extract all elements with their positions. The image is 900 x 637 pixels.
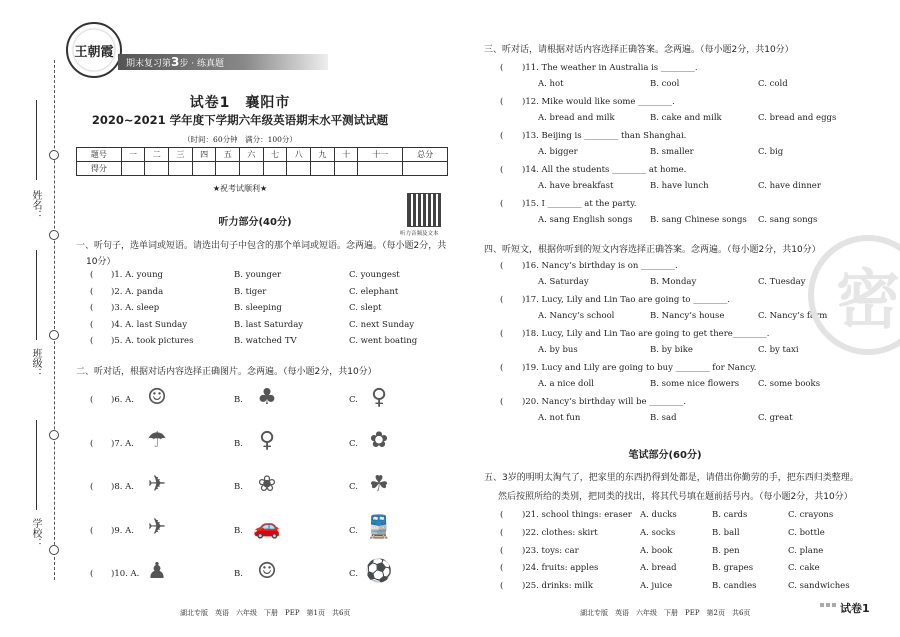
option-a: A. a nice doll [538, 379, 594, 389]
answer-paren[interactable]: ( [90, 482, 94, 492]
answer-paren[interactable]: ( [500, 165, 504, 175]
question-text: )19. Lucy and Lily are going to buy ________ for Nancy. [522, 363, 757, 373]
question-option-a: )2. A. panda [111, 286, 164, 297]
school-underline [36, 420, 37, 510]
question-option-a: )6. A. [111, 395, 134, 405]
question-option-b: B. tiger [234, 286, 267, 297]
question-option-a: )10. A. [111, 569, 140, 579]
question-option-c: C. elephant [349, 286, 399, 297]
answer-paren[interactable]: ( [90, 303, 94, 313]
option-a: A. not fun [538, 413, 581, 423]
score-table-header-cell: 八 [287, 148, 311, 162]
binding-hole [49, 545, 59, 555]
flower-drawing-icon[interactable]: ❀ [257, 471, 277, 497]
option-c: C. bread and eggs [758, 113, 837, 123]
class-label: 班级： [30, 348, 41, 378]
binding-hole [49, 330, 59, 340]
option-c: C. plane [788, 545, 824, 556]
question-text: )21. school things: eraser [522, 510, 632, 520]
question-text: )18. Lucy, Lily and Lin Tao are going to get there________. [522, 329, 770, 339]
option-b: B. smaller [650, 147, 694, 157]
binding-hole [49, 230, 59, 240]
answer-paren[interactable]: ( [500, 581, 504, 592]
question-text: )17. Lucy, Lily and Lin Tao are going to ________. [522, 295, 730, 305]
kids-drawing-icon[interactable]: ☺ [257, 558, 277, 584]
question-text: )22. clothes: skirt [522, 527, 598, 538]
tree-drawing-icon[interactable]: ☘ [369, 471, 389, 497]
option-c: C. sang songs [758, 215, 818, 225]
answer-paren[interactable]: ( [500, 545, 504, 556]
option-a: A. have breakfast [538, 181, 614, 191]
qr-code[interactable] [407, 193, 441, 227]
section3-title: 三、听对话，请根据对话内容选择正确答案。念两遍。（每小题2分，共10分） [484, 45, 794, 55]
question-option-a: )5. A. took pictures [111, 336, 194, 346]
option-b: B. cake and milk [650, 113, 722, 123]
answer-paren[interactable]: ( [500, 563, 504, 574]
umbrella-drawing-icon[interactable]: ☂ [147, 428, 167, 453]
question-text: )20. Nancy’s birthday will be ________. [522, 397, 686, 407]
left-page-footer: 湖北专版 英语 六年级 下册 PEP 第1页 共6页 [180, 609, 351, 617]
score-blank-cell[interactable] [403, 162, 448, 176]
answer-paren[interactable]: ( [90, 286, 94, 297]
corner-square [826, 603, 830, 607]
question-text: )23. toys: car [522, 545, 579, 556]
child-drawing-icon[interactable]: ☺ [147, 384, 167, 410]
girl-drawing-icon[interactable]: ♀ [370, 384, 388, 410]
answer-paren[interactable]: ( [500, 397, 504, 407]
question-text: )16. Nancy’s birthday is on ________. [522, 261, 678, 271]
score-table-header-cell: 四 [192, 148, 216, 162]
option-a: A. ducks [640, 510, 677, 520]
section4-title: 四、听短文，根据你听到的短文内容选择正确答案。念两遍。（每小题2分，共10分） [484, 245, 821, 255]
option-a: A. bread [640, 563, 677, 574]
option-c: C. Tuesday [758, 277, 806, 287]
paper-number-tab: 试卷1 [840, 602, 870, 615]
question-option-b: B. [234, 569, 243, 579]
option-a: A. juice [640, 581, 673, 592]
option-b: B. pen [712, 545, 740, 556]
section1-title-cont: 10分） [86, 257, 116, 267]
question-option-b: B. younger [234, 270, 282, 280]
option-c: C. have dinner [758, 181, 821, 191]
question-option-b: B. [234, 525, 243, 536]
section5-title: 五、3岁的明明太淘气了，把家里的东西扔得到处都是，请借出你勤劳的手，把东西归类整理。 [484, 473, 859, 483]
question-option-b: B. [234, 395, 243, 405]
question-text: )24. fruits: apples [522, 563, 599, 574]
train-drawing-icon[interactable]: 🚆 [365, 515, 393, 540]
score-blank-cell[interactable] [263, 162, 287, 176]
question-option-c: C. youngest [349, 270, 400, 280]
option-a: A. Nancy’s school [538, 311, 615, 321]
option-b: B. sang Chinese songs [650, 215, 747, 225]
score-blank-cell[interactable] [358, 162, 403, 176]
question-option-a: )8. A. [111, 482, 134, 492]
question-text: )12. Mike would like some ________. [522, 97, 675, 107]
option-b: B. cards [712, 510, 748, 520]
question-option-b: B. watched TV [234, 336, 297, 346]
score-table-header-cell: 五 [216, 148, 240, 162]
answer-paren[interactable]: ( [90, 438, 94, 449]
option-b: B. ball [712, 527, 740, 538]
option-b: B. grapes [712, 563, 754, 574]
option-c: C. bottle [788, 527, 825, 538]
answer-paren[interactable]: ( [500, 295, 504, 305]
option-b: B. by bike [650, 345, 693, 355]
corner-square [820, 603, 824, 607]
streetlight-drawing-icon[interactable]: ♟ [147, 558, 167, 584]
option-b: B. candies [712, 581, 757, 592]
option-c: C. sandwiches [788, 581, 850, 592]
score-table-header-cell: 十 [334, 148, 358, 162]
review-step-banner [118, 54, 328, 70]
tree-drawing-icon[interactable]: ♣ [257, 384, 277, 410]
answer-paren[interactable]: ( [500, 199, 504, 209]
right-page-footer: 湖北专版 英语 六年级 下册 PEP 第2页 共6页 [580, 609, 751, 617]
girl-drawing-icon[interactable]: ♀ [258, 428, 276, 453]
good-luck-note: ★祝考试顺利★ [212, 184, 268, 193]
option-c: C. by taxi [758, 345, 799, 355]
question-option-c: C. next Sunday [349, 319, 415, 330]
option-b: B. have lunch [650, 181, 709, 191]
answer-paren[interactable]: ( [500, 131, 504, 141]
answer-paren[interactable]: ( [90, 336, 94, 346]
school-label: 学校： [30, 518, 41, 548]
question-option-b: B. [234, 438, 243, 449]
option-c: C. crayons [788, 510, 834, 520]
score-table-header-cell: 九 [311, 148, 335, 162]
score-blank-cell[interactable] [287, 162, 311, 176]
class-underline [36, 250, 37, 340]
score-row-label: 得分 [77, 162, 122, 176]
banner-prefix: 期末复习第 [126, 59, 172, 69]
answer-paren[interactable]: ( [90, 319, 94, 330]
score-table-header-cell: 二 [145, 148, 169, 162]
question-option-c: C. went boating [349, 336, 418, 346]
option-c: C. great [758, 413, 793, 423]
question-option-a: )4. A. last Sunday [111, 319, 188, 330]
option-c: C. Nancy’s farm [758, 311, 828, 321]
option-c: C. cake [788, 563, 820, 574]
section2-title: 二、听对话，根据对话内容选择正确图片。念两遍。（每小题2分，共10分） [76, 367, 377, 377]
question-option-c: C. [349, 395, 358, 405]
score-table-header-cell: 十一 [358, 148, 403, 162]
question-option-b: B. [234, 482, 243, 492]
score-blank-cell[interactable] [192, 162, 216, 176]
score-blank-cell[interactable] [121, 162, 145, 176]
question-text: )25. drinks: milk [522, 581, 593, 592]
answer-paren[interactable]: ( [500, 63, 504, 73]
option-a: A. bigger [538, 147, 578, 157]
binding-hole [49, 150, 59, 160]
question-option-c: C. [349, 438, 358, 449]
plane-drawing-icon[interactable]: ✈ [147, 515, 167, 540]
score-table-header-cell: 一 [121, 148, 145, 162]
answer-paren[interactable]: ( [90, 569, 94, 579]
question-option-c: C. [349, 569, 358, 579]
option-b: B. Nancy’s house [650, 311, 725, 321]
option-b: B. Monday [650, 277, 697, 287]
question-option-a: )9. A. [111, 525, 134, 536]
banner-suffix: 步 · 练真题 [179, 59, 224, 69]
score-table [76, 147, 448, 176]
answer-paren[interactable]: ( [500, 97, 504, 107]
binding-hole [49, 430, 59, 440]
score-table-header-row [77, 148, 448, 162]
score-table-header-cell: 总分 [403, 148, 448, 162]
question-option-a: )1. A. young [111, 270, 163, 280]
answer-paren[interactable]: ( [500, 510, 504, 520]
question-option-a: )7. A. [111, 438, 134, 449]
paper-title: 试卷1 襄阳市 [189, 95, 291, 111]
score-blank-cell[interactable] [311, 162, 335, 176]
goal-drawing-icon[interactable]: ⚽ [365, 558, 393, 584]
score-blank-cell[interactable] [240, 162, 264, 176]
flower-drawing-icon[interactable]: ✿ [369, 428, 389, 453]
answer-paren[interactable]: ( [500, 527, 504, 538]
exam-subtitle: 2020~2021 学年度下学期六年级英语期末水平测试试题 [91, 113, 389, 127]
option-b: B. some nice flowers [650, 379, 740, 389]
question-text: )11. The weather in Australia is ________. [522, 63, 698, 73]
option-c: C. some books [758, 379, 821, 389]
score-blank-cell[interactable] [169, 162, 193, 176]
option-a: A. socks [640, 527, 676, 538]
car-drawing-icon[interactable]: 🚗 [253, 515, 281, 540]
section5-title-cont: 然后按照所给的类别，把同类的找出，将其代号填在题前括号内。（每小题2分，共10分） [498, 492, 853, 502]
listening-part-title: 听力部分(40分) [218, 217, 292, 228]
answer-paren[interactable]: ( [500, 261, 504, 271]
option-a: A. by bus [538, 345, 578, 355]
option-a: A. bread and milk [538, 113, 615, 123]
option-a: A. book [640, 545, 673, 556]
option-c: C. big [758, 147, 784, 157]
question-option-c: C. [349, 525, 358, 536]
option-a: A. hot [538, 79, 564, 89]
qr-caption: 听力音频及文本 [400, 231, 439, 237]
question-option-b: B. last Saturday [234, 319, 304, 330]
score-blank-cell[interactable] [216, 162, 240, 176]
option-b: B. cool [650, 79, 680, 89]
score-table-header-cell: 题号 [77, 148, 122, 162]
score-table-header-cell: 七 [263, 148, 287, 162]
option-c: C. cold [758, 79, 788, 89]
score-table-header-cell: 三 [169, 148, 193, 162]
score-blank-cell[interactable] [334, 162, 358, 176]
writing-part-title: 笔试部分(60分) [628, 450, 702, 461]
score-table-score-row [77, 162, 448, 176]
publisher-logo: 王朝霞 [66, 22, 122, 78]
option-a: A. Saturday [538, 277, 589, 287]
banner-step: 3 [171, 55, 180, 69]
question-option-b: B. sleeping [234, 303, 282, 313]
question-text: )14. All the students ________ at home. [522, 165, 687, 175]
plane-drawing-icon[interactable]: ✈ [147, 471, 167, 497]
section1-title: 一、听句子，选单词或短语。请选出句子中包含的那个单词或短语。念两遍。（每小题2分，共 [76, 241, 447, 251]
question-text: )15. I ________ at the party. [522, 199, 637, 209]
answer-paren[interactable]: ( [90, 270, 94, 280]
name-label: 姓名： [30, 190, 41, 220]
confidential-stamp: 密 [808, 235, 900, 355]
question-option-c: C. slept [349, 303, 382, 313]
question-option-c: C. [349, 482, 358, 492]
score-blank-cell[interactable] [145, 162, 169, 176]
question-text: )13. Beijing is ________ than Shanghai. [522, 131, 687, 141]
score-table-header-cell: 六 [240, 148, 264, 162]
answer-paren[interactable]: ( [90, 525, 94, 536]
question-option-a: )3. A. sleep [111, 303, 160, 313]
answer-paren[interactable]: ( [500, 329, 504, 339]
answer-paren[interactable]: ( [90, 395, 94, 405]
option-b: B. sad [650, 413, 677, 423]
corner-square [832, 603, 836, 607]
time-score-note: （时间：60分钟 满分：100分） [183, 135, 297, 144]
answer-paren[interactable]: ( [500, 363, 504, 373]
option-a: A. sang English songs [538, 215, 633, 225]
